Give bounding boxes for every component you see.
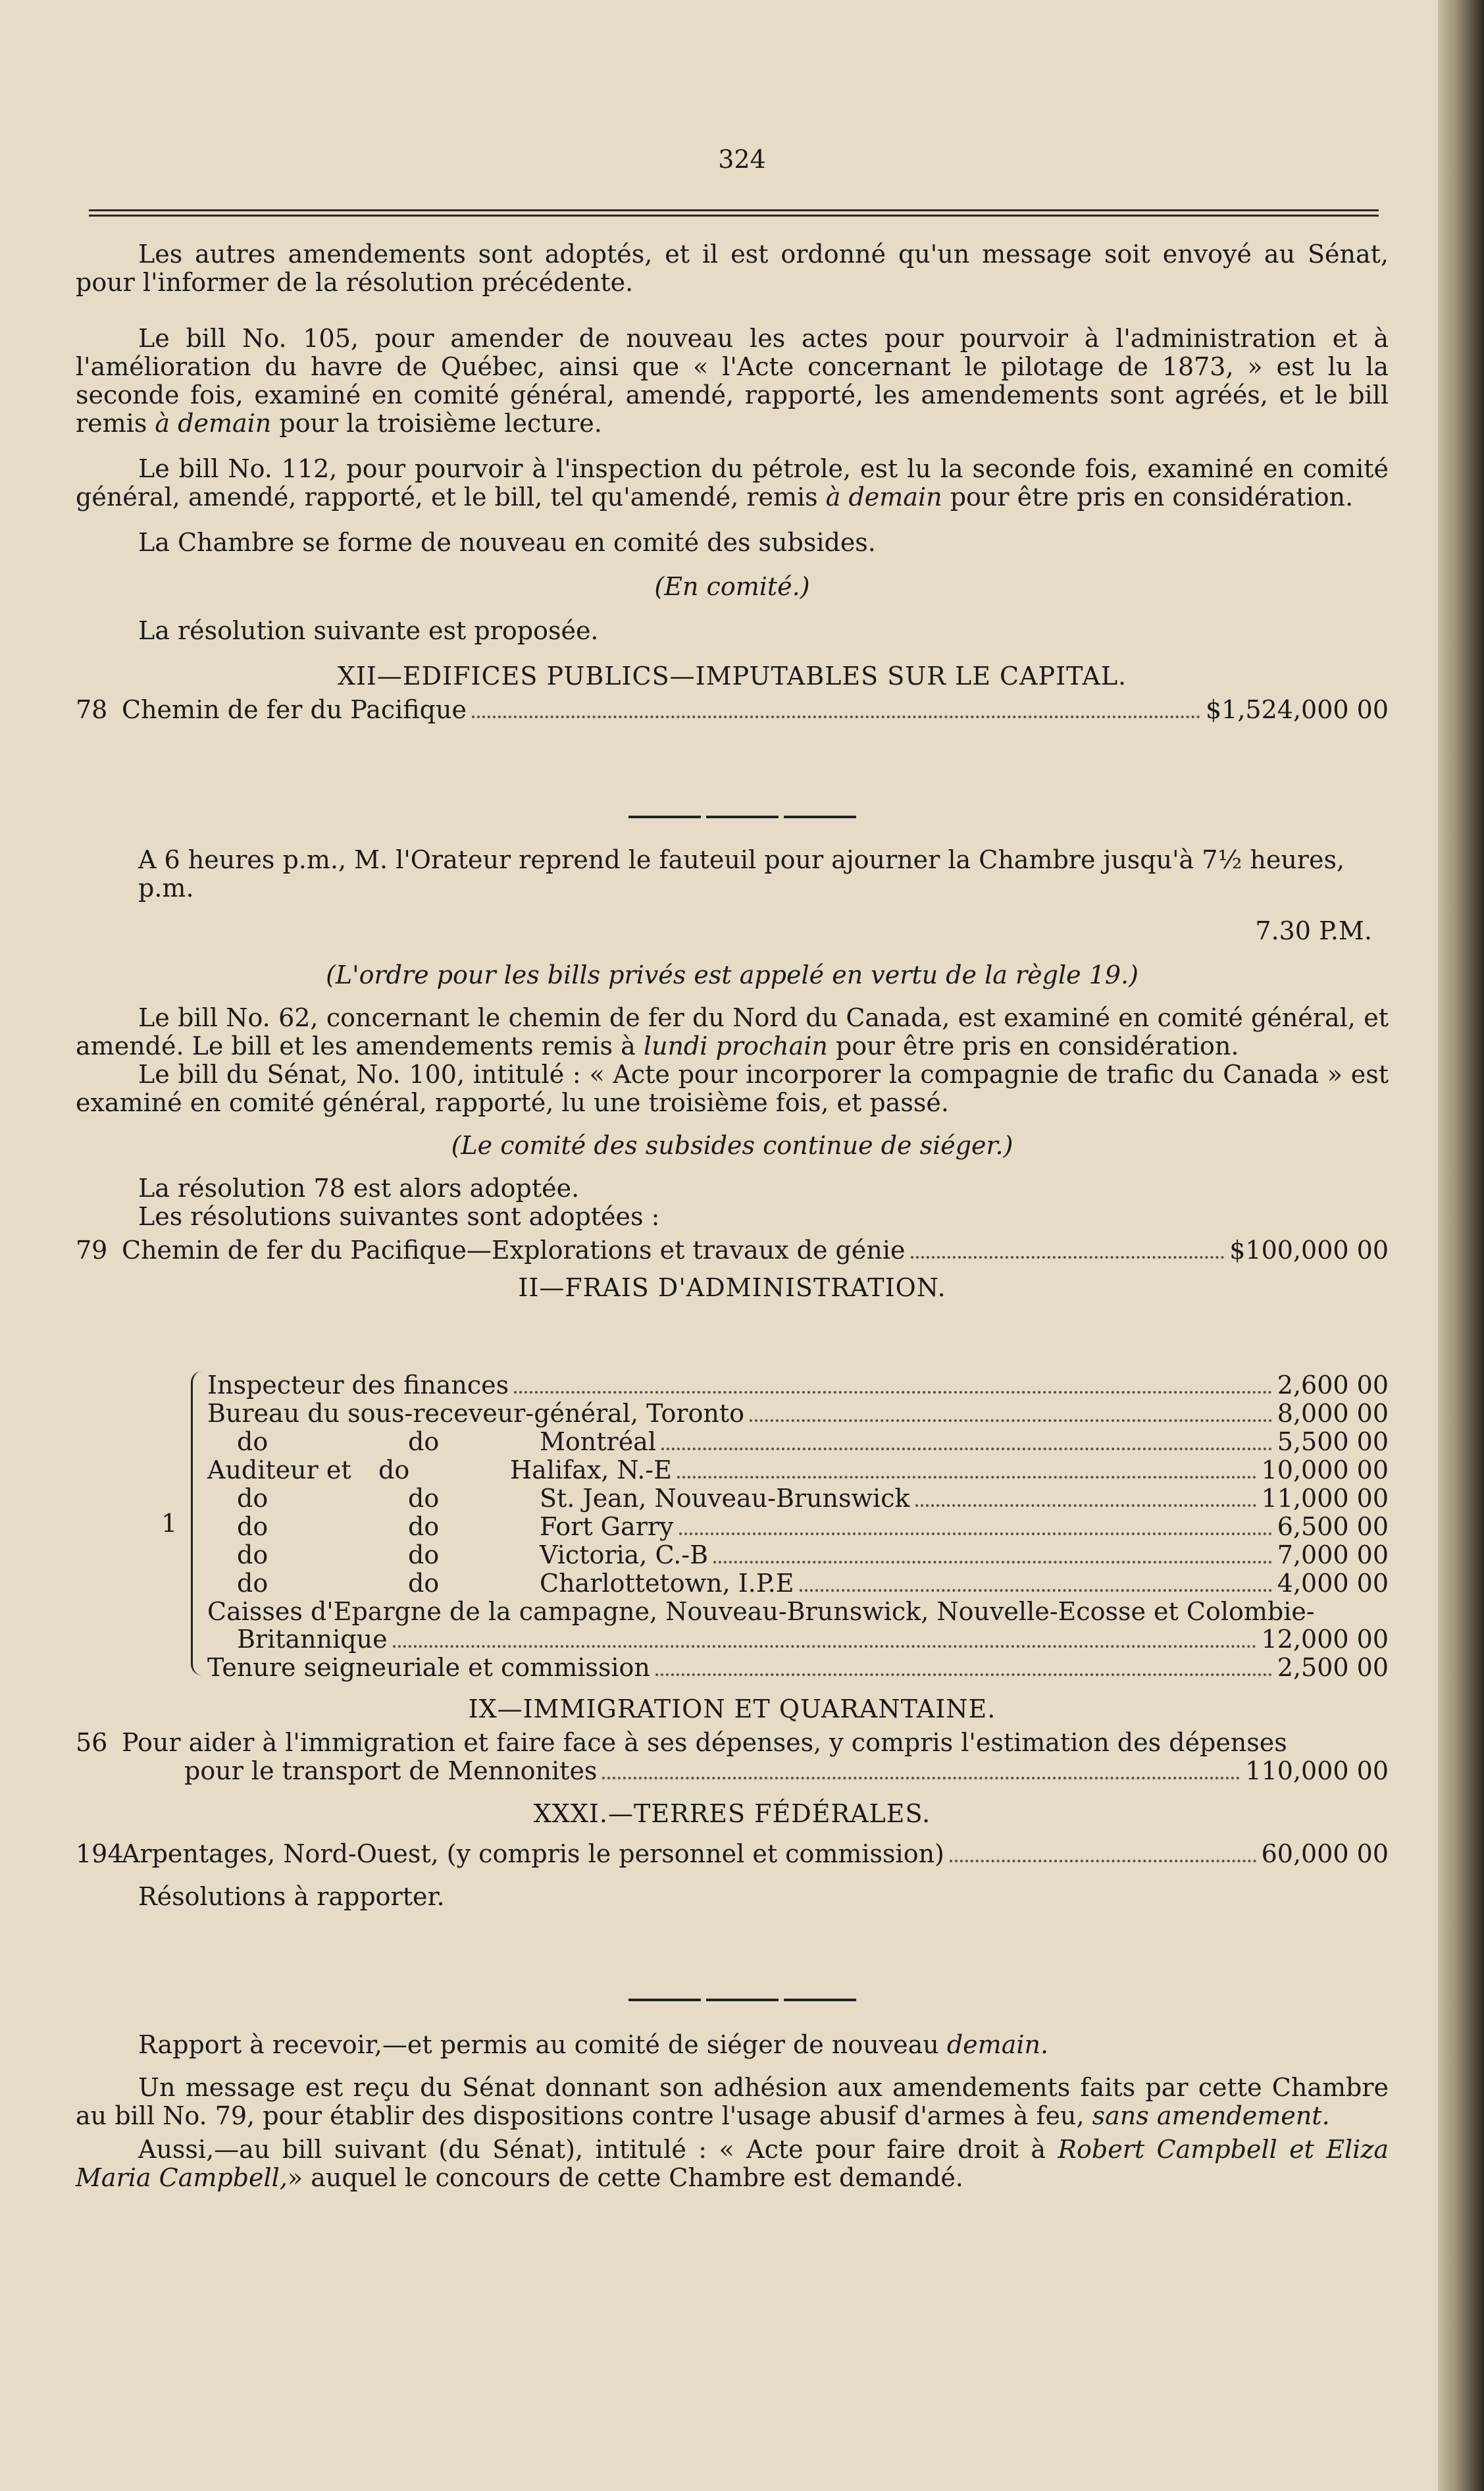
paragraph: Le bill No. 105, pour amender de nouveau les actes pour pourvoir à l'administration et à l'amélioration du havre de Québec, ainsi que « l'Acte concernant le pilotage de 1873, » est lu la seconde fois, examiné en comité général, amendé, rapporté, les amendements sont agréés, et le bill remis à demain pour la troisième lecture. [76,324,1389,438]
brace [191,1371,202,1675]
paragraph: Le bill No. 112, pour pourvoir à l'inspection du pétrole, est lu la seconde fois, examiné en comité général, amendé, rapporté, et le bill, tel qu'amendé, remis à demain pour être pris en considération. [76,454,1389,511]
paragraph: Le bill No. 62, concernant le chemin de fer du Nord du Canada, est examiné en comité général, et amendé. Le bill et les amendements remis à lundi prochain pour être pris en considération. [76,1003,1389,1061]
resolution-row: 56 Pour aider à l'immigration et faire face à ses dépenses, y compris l'estimation des dépenses pour le transport de Mennonites 110,000 00 [76,1728,1389,1785]
admin-table [76,1371,1389,1682]
paragraph: Rapport à recevoir,—et permis au comité de siéger de nouveau demain. [138,2030,1049,2059]
paragraph: La résolution suivante est proposée. [138,616,599,645]
section-heading: IX—IMMIGRATION ET QUARANTAINE. [468,1694,996,1723]
section-heading: XXXI.—TERRES FÉDÉRALES. [533,1799,931,1828]
en-comite: (En comité.) [654,572,810,601]
separator-rules [0,808,1484,821]
admin-table-row: Britannique 12,000 00 [237,1625,1389,1654]
paragraph: Un message est reçu du Sénat donnant son adhésion aux amendements faits par cette Chambre au bill No. 79, pour établir des dispositions contre l'usage abusif d'armes à feu, sans amendement. [76,2073,1389,2130]
admin-table-row: Tenure seigneuriale et commission 2,500 00 [207,1653,1389,1682]
separator-rules-2 [0,1991,1484,2004]
admin-table-row: Caisses d'Epargne de la campagne, Nouveau-Brunswick, Nouvelle-Ecosse et Colombie- [207,1597,1315,1626]
section-heading: II—FRAIS D'ADMINISTRATION. [518,1273,946,1302]
body-middle [76,846,1389,1302]
paragraph: La Chambre se forme de nouveau en comité des subsides. [138,528,876,557]
book-spine-shadow [1438,0,1484,2491]
paragraph: Le bill du Sénat, No. 100, intitulé : « Acte pour incorporer la compagnie de trafic du Canada » est examiné en comité général, rapporté, lu une troisième fois, et passé. [76,1060,1389,1117]
admin-table-row: do do Fort Garry 6,500 00 [237,1512,1389,1541]
paragraph: Résolutions à rapporter. [138,1882,445,1911]
admin-table-row: do do Victoria, C.-B 7,000 00 [237,1540,1389,1569]
admin-table-row: Auditeur et do Halifax, N.-E 10,000 00 [207,1455,1389,1484]
admin-table-row: do do Montréal 5,500 00 [237,1427,1389,1456]
resolution-row: 78 Chemin de fer du Pacifique $1,524,000 00 [76,695,1389,724]
ordre-note: (L'ordre pour les bills privés est appelé en vertu de la règle 19.) [326,960,1139,989]
admin-table-row: Inspecteur des finances 2,600 00 [207,1371,1389,1400]
brace-number: 1 [161,1509,178,1538]
body-end [76,2031,1389,2192]
subsides-note: (Le comité des subsides continue de siéger.) [451,1131,1013,1160]
header-rule [89,209,1379,211]
body-upper [76,240,1389,724]
page-number: 324 [718,145,766,174]
paragraph: Les résolutions suivantes sont adoptées : [138,1202,660,1231]
paragraph: Aussi,—au bill suivant (du Sénat), intitulé : « Acte pour faire droit à Robert Campbell et Eliza Maria Campbell,» auquel le concours de cette Chambre est demandé. [76,2135,1389,2192]
admin-table-row: Bureau du sous-receveur-général, Toronto 8,000 00 [207,1399,1389,1428]
paragraph: Les autres amendements sont adoptés, et il est ordonné qu'un message soit envoyé au Sénat, pour l'informer de la résolution précédente. [76,240,1389,297]
resolution-row: 79 Chemin de fer du Pacifique—Explorations et travaux de génie $100,000 00 [76,1236,1389,1265]
section-heading: XII—EDIFICES PUBLICS—IMPUTABLES SUR LE CAPITAL. [337,662,1127,691]
resolution-row: 194Arpentages, Nord-Ouest, (y compris le personnel et commission) 60,000 00 [76,1839,1389,1868]
admin-table-row: do do St. Jean, Nouveau-Brunswick 11,000 00 [237,1484,1389,1513]
body-lower [76,1695,1389,1911]
admin-table-row: do do Charlottetown, I.P.E 4,000 00 [237,1569,1389,1598]
header-rule-2 [89,215,1379,217]
time-stamp: 7.30 P.M. [1255,916,1372,945]
paragraph: La résolution 78 est alors adoptée. [138,1174,580,1203]
paragraph: A 6 heures p.m., M. l'Orateur reprend le fauteuil pour ajourner la Chambre jusqu'à 7½ heures, p.m. [138,845,1345,903]
